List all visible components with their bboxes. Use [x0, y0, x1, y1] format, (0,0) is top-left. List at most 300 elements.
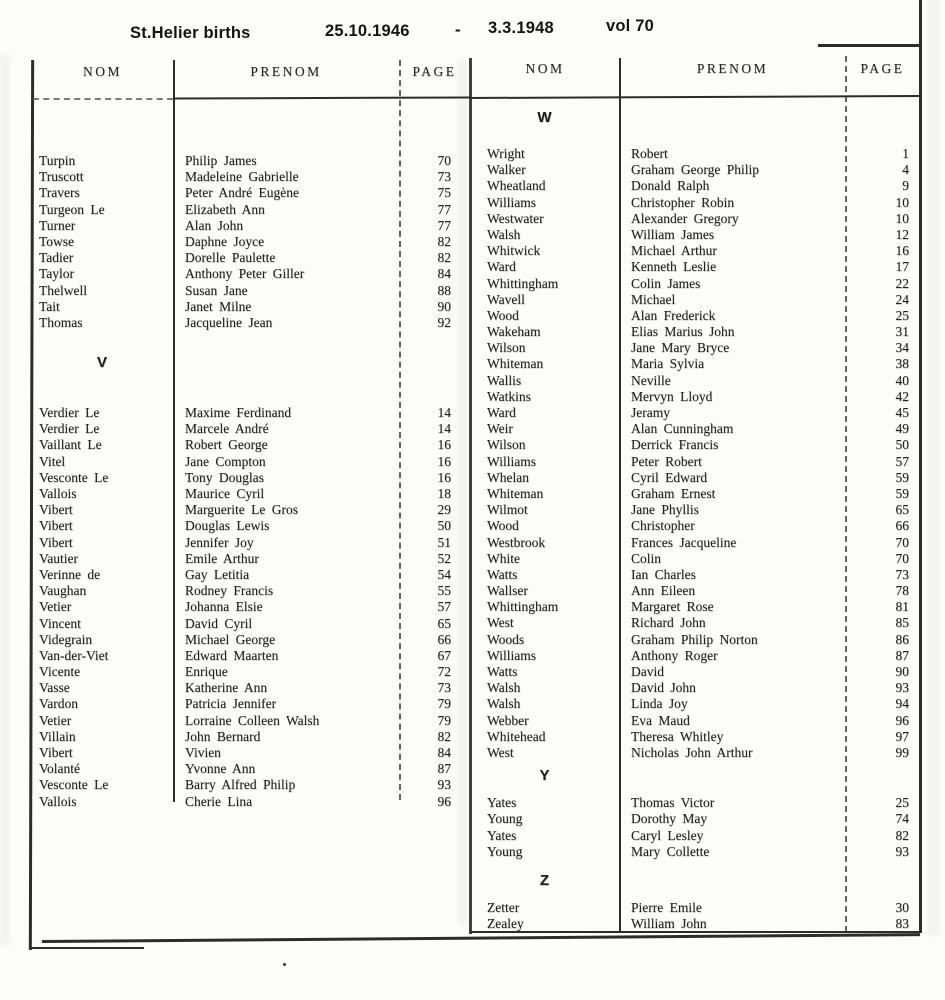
nom-cell: Vaughan	[39, 583, 87, 599]
page-cell: 82	[895, 827, 909, 843]
index-row	[470, 470, 920, 486]
page-cell: 38	[895, 356, 909, 372]
index-row	[470, 551, 920, 567]
prenom-cell: Kenneth Leslie	[631, 259, 717, 275]
index-row	[32, 616, 470, 632]
nom-cell: Van-der-Viet	[39, 647, 109, 663]
nom-cell: Ward	[487, 405, 516, 420]
prenom-cell: Michael	[631, 291, 676, 307]
prenom-cell: Barry Alfred Philip	[185, 777, 296, 793]
page-cell: 70	[895, 550, 909, 566]
page-cell: 78	[895, 583, 909, 599]
page-cell: 14	[437, 405, 451, 421]
nom-cell: Vesconte Le	[39, 777, 109, 793]
index-row	[470, 811, 920, 827]
nom-cell: Vibert	[39, 534, 73, 550]
index-row	[470, 211, 920, 227]
index-row	[470, 713, 920, 729]
index-row	[32, 761, 470, 777]
index-row	[470, 664, 920, 680]
page-cell: 92	[437, 314, 451, 330]
page-cell: 90	[895, 664, 909, 679]
index-row	[32, 218, 470, 234]
index-row	[470, 356, 920, 372]
page-cell: 79	[437, 696, 451, 712]
prenom-cell: Anthony Roger	[631, 647, 718, 663]
page-cell: 74	[895, 811, 909, 827]
nom-cell: Wright	[487, 146, 525, 161]
index-row	[470, 454, 920, 470]
index-row	[32, 567, 470, 583]
page-cell: 18	[437, 486, 451, 501]
nom-cell: Wakeham	[487, 324, 541, 340]
index-row	[32, 421, 470, 437]
prenom-cell: Marcele André	[185, 421, 269, 437]
section-letter: W	[537, 109, 553, 126]
page-cell: 16	[437, 437, 451, 453]
page-cell: 73	[437, 680, 451, 696]
page-cell: 96	[437, 793, 451, 809]
nom-cell: Ward	[487, 259, 516, 275]
nom-cell: Vincent	[39, 615, 81, 631]
nom-cell: West	[487, 744, 514, 760]
index-row	[470, 916, 920, 932]
nom-cell: Videgrain	[39, 631, 93, 647]
page-cell: 83	[895, 916, 909, 932]
index-row	[470, 437, 920, 453]
index-row	[470, 405, 920, 421]
nom-cell: Vallois	[39, 486, 77, 501]
index-row	[470, 615, 920, 631]
prenom-cell: Margaret Rose	[631, 599, 714, 615]
index-row	[32, 745, 470, 761]
index-row	[470, 292, 920, 308]
page-cell: 75	[437, 185, 451, 201]
page-cell: 42	[895, 388, 909, 404]
prenom-cell: John Bernard	[185, 728, 261, 744]
nom-cell: Walker	[487, 162, 526, 178]
top-right-rule	[818, 44, 922, 47]
prenom-cell: Neville	[631, 372, 671, 388]
nom-cell: Watts	[487, 566, 518, 582]
nom-cell: Vibert	[39, 745, 73, 760]
nom-cell: Whelan	[487, 469, 529, 485]
index-row	[32, 794, 470, 810]
volume-label: vol 70	[606, 17, 654, 35]
prenom-cell: Philip James	[185, 153, 257, 168]
prenom-cell: David John	[631, 680, 696, 696]
nom-cell: Whiteman	[487, 485, 544, 501]
prenom-cell: Peter Robert	[631, 453, 702, 469]
prenom-cell: Alan Cunningham	[631, 421, 734, 437]
doc-title: St.Helier births	[130, 24, 251, 42]
page-cell: 9	[902, 178, 909, 194]
index-row	[470, 844, 920, 860]
nom-cell: Turpin	[39, 153, 76, 168]
nom-cell: Whitehead	[487, 728, 546, 744]
nom-column-header: NOM	[82, 64, 122, 79]
page-cell: 87	[437, 761, 451, 777]
prenom-cell: Edward Maarten	[185, 647, 279, 663]
page-cell: 50	[437, 518, 451, 534]
index-section	[470, 766, 920, 860]
page-cell: 97	[895, 728, 909, 744]
index-row	[470, 227, 920, 243]
page-cell: 70	[895, 534, 909, 550]
prenom-cell: Jeramy	[631, 405, 670, 420]
nom-cell: Vallois	[39, 793, 77, 809]
page-cell: 50	[895, 437, 909, 453]
nom-cell: Williams	[487, 194, 536, 210]
index-row	[470, 648, 920, 664]
page-bottom-rule-stub	[29, 947, 144, 949]
index-row	[32, 202, 470, 218]
index-row	[470, 276, 920, 292]
index-row	[470, 162, 920, 178]
index-row	[470, 389, 920, 405]
index-row	[470, 632, 920, 648]
prenom-cell: Alan Frederick	[631, 307, 716, 323]
page-cell: 12	[895, 226, 909, 242]
nom-cell: Whittingham	[487, 275, 559, 291]
scan-smudge-right	[927, 0, 940, 935]
index-row	[470, 745, 920, 761]
nom-cell: Taylor	[39, 266, 75, 282]
index-row	[470, 373, 920, 389]
page-cell: 87	[895, 647, 909, 663]
index-row	[32, 234, 470, 250]
index-row	[470, 146, 920, 162]
page-cell: 94	[895, 696, 909, 712]
page-cell: 40	[895, 372, 909, 388]
prenom-cell: Graham Ernest	[631, 485, 716, 501]
page-cell: 70	[437, 153, 451, 168]
prenom-cell: William James	[631, 226, 715, 242]
prenom-cell: David Cyril	[185, 615, 253, 631]
nom-cell: Yates	[487, 795, 517, 811]
nom-cell: West	[487, 615, 514, 631]
index-row	[470, 486, 920, 502]
index-section	[470, 108, 920, 761]
prenom-cell: Daphne Joyce	[185, 233, 265, 249]
prenom-cell: Emile Arthur	[185, 550, 259, 566]
prenom-cell: Tony Douglas	[185, 469, 264, 485]
index-row	[32, 250, 470, 266]
page-cell: 93	[895, 680, 909, 696]
nom-cell: Wood	[487, 518, 519, 534]
index-row	[32, 169, 470, 185]
index-row	[32, 696, 470, 712]
nom-cell: Wilmot	[487, 502, 528, 518]
prenom-cell: Maxime Ferdinand	[185, 405, 292, 421]
table-body-right	[470, 95, 920, 932]
index-row	[32, 185, 470, 201]
page-cell: 73	[437, 169, 451, 185]
page-cell: 22	[895, 275, 909, 291]
nom-cell: Vaillant Le	[39, 437, 102, 453]
page-cell: 16	[437, 453, 451, 469]
page-bottom-rule	[42, 933, 920, 942]
prenom-cell: Michael Arthur	[631, 243, 717, 259]
prenom-cell: Thomas Victor	[631, 795, 715, 811]
nom-cell: Verinne de	[39, 566, 101, 582]
nom-cell: Yates	[487, 827, 517, 843]
page-cell: 31	[895, 324, 909, 340]
nom-cell: Whitwick	[487, 243, 541, 259]
page-cell: 73	[895, 566, 909, 582]
index-row	[470, 696, 920, 712]
page-cell: 65	[437, 615, 451, 631]
prenom-cell: David	[631, 664, 664, 679]
index-row	[32, 299, 470, 315]
nom-cell: Travers	[39, 185, 80, 201]
index-row	[470, 308, 920, 324]
nom-cell: Turgeon Le	[39, 201, 105, 217]
index-row	[470, 178, 920, 194]
nom-cell: Walsh	[487, 226, 521, 242]
nom-cell: Wallser	[487, 583, 528, 599]
prenom-cell: Mervyn Lloyd	[631, 388, 713, 404]
page-cell: 10	[895, 194, 909, 210]
nom-cell: Villain	[39, 728, 76, 744]
nom-cell: Vibert	[39, 502, 73, 518]
index-row	[32, 664, 470, 680]
index-row	[470, 243, 920, 259]
prenom-cell: Eva Maud	[631, 712, 690, 728]
section-letter: Y	[539, 767, 551, 785]
page-cell: 72	[437, 664, 451, 680]
prenom-cell: Richard John	[631, 615, 706, 631]
prenom-cell: Robert	[631, 146, 668, 161]
page-cell: 90	[437, 298, 451, 314]
index-row	[470, 518, 920, 534]
prenom-cell: Robert George	[185, 437, 268, 453]
page-cell: 66	[895, 518, 909, 534]
page-cell: 17	[895, 259, 909, 275]
prenom-cell: Michael George	[185, 631, 276, 647]
nom-cell: Vetier	[39, 599, 72, 615]
left-table-header	[32, 64, 470, 80]
nom-cell: Wallis	[487, 372, 522, 388]
index-row	[470, 195, 920, 211]
prenom-cell: Cherie Lina	[185, 793, 253, 809]
nom-cell: Weir	[487, 421, 513, 437]
prenom-cell: Katherine Ann	[185, 680, 268, 696]
index-row	[32, 266, 470, 282]
nom-cell: Young	[487, 811, 523, 827]
nom-cell: Vitel	[39, 453, 66, 469]
index-row	[470, 502, 920, 518]
page-cell: 77	[437, 217, 451, 233]
index-row	[32, 486, 470, 502]
index-row	[32, 502, 470, 518]
page-cell: 49	[895, 421, 909, 437]
prenom-cell: Janet Milne	[185, 298, 252, 314]
index-row	[470, 324, 920, 340]
section-letter: Z	[539, 871, 551, 889]
nom-cell: Williams	[487, 647, 536, 663]
prenom-cell: Vivien	[185, 745, 221, 760]
page-cell: 93	[895, 843, 909, 859]
index-row	[32, 599, 470, 615]
index-row	[470, 583, 920, 599]
page-cell: 93	[437, 777, 451, 793]
prenom-cell: Jane Phyllis	[631, 502, 699, 518]
prenom-cell: Linda Joy	[631, 696, 688, 712]
page-cell: 55	[437, 583, 451, 599]
page-cell: 85	[895, 615, 909, 631]
prenom-cell: Maurice Cyril	[185, 486, 265, 501]
nom-cell: Wilson	[487, 340, 526, 356]
prenom-cell: Mary Collette	[631, 843, 710, 859]
nom-cell: Vasse	[39, 680, 70, 696]
prenom-cell: Patricia Jennifer	[185, 696, 277, 712]
prenom-cell: Cyril Edward	[631, 469, 708, 485]
nom-cell: Westwater	[487, 210, 544, 226]
nom-cell: Tadier	[39, 250, 74, 266]
nom-cell: Vicente	[39, 664, 81, 680]
prenom-cell: Christopher Robin	[631, 194, 735, 210]
nom-cell: Whiteman	[487, 356, 544, 372]
index-row	[32, 551, 470, 567]
nom-cell: Truscott	[39, 169, 84, 185]
page-cell: 67	[437, 647, 451, 663]
index-row	[32, 518, 470, 534]
prenom-cell: Lorraine Colleen Walsh	[185, 712, 320, 728]
prenom-cell: Caryl Lesley	[631, 827, 704, 843]
index-row	[32, 405, 470, 421]
page-column-header: PAGE	[860, 61, 905, 76]
nom-cell: Vibert	[39, 518, 73, 534]
index-row	[32, 680, 470, 696]
page-cell: 84	[437, 266, 451, 282]
index-row	[32, 648, 470, 664]
page-cell: 54	[437, 566, 451, 582]
table-body-left	[32, 97, 470, 810]
nom-cell: Tait	[39, 298, 60, 314]
scan-smudge-left	[0, 55, 9, 945]
prenom-cell: Jacqueline Jean	[185, 314, 273, 330]
index-row	[32, 437, 470, 453]
index-row	[470, 900, 920, 916]
date-to: 3.3.1948	[488, 19, 554, 37]
prenom-cell: Colin	[631, 550, 662, 566]
prenom-cell: Elizabeth Ann	[185, 201, 265, 217]
page-cell: 10	[895, 210, 909, 226]
page-cell: 45	[895, 405, 909, 420]
prenom-cell: Douglas Lewis	[185, 518, 270, 534]
page-cell: 82	[437, 728, 451, 744]
prenom-cell: Dorelle Paulette	[185, 250, 276, 266]
prenom-cell: Yvonne Ann	[185, 761, 256, 777]
nom-cell: Whittingham	[487, 599, 559, 615]
index-row	[470, 680, 920, 696]
nom-cell: Wheatland	[487, 178, 546, 194]
index-row	[470, 421, 920, 437]
prenom-cell: Anthony Peter Giller	[185, 266, 305, 282]
nom-cell: Walsh	[487, 696, 521, 712]
date-from: 25.10.1946	[325, 22, 410, 40]
prenom-cell: Jennifer Joy	[185, 534, 254, 550]
nom-cell: Vardon	[39, 696, 78, 712]
prenom-cell: Graham George Philip	[631, 162, 759, 178]
nom-cell: Volanté	[39, 761, 80, 777]
page-cell: 14	[437, 421, 451, 437]
nom-cell: Zealey	[487, 916, 524, 932]
index-section	[32, 153, 470, 331]
page-cell: 51	[437, 534, 451, 550]
prenom-cell: Derrick Francis	[631, 437, 719, 453]
prenom-cell: Peter André Eugène	[185, 185, 299, 201]
prenom-cell: Graham Philip Norton	[631, 631, 758, 647]
nom-cell: Zetter	[487, 899, 520, 915]
index-row	[470, 599, 920, 615]
index-row	[32, 315, 470, 331]
prenom-cell: William John	[631, 916, 707, 932]
index-row	[32, 283, 470, 299]
prenom-cell: Colin James	[631, 275, 701, 291]
page-cell: 24	[895, 291, 909, 307]
nom-column-header: NOM	[525, 61, 565, 76]
prenom-cell: Alan John	[185, 217, 244, 233]
page-cell: 25	[895, 795, 909, 811]
index-row	[32, 632, 470, 648]
page-cell: 77	[437, 201, 451, 217]
prenom-cell: Marguerite Le Gros	[185, 502, 298, 518]
nom-cell: Thelwell	[39, 282, 87, 298]
nom-cell: White	[487, 550, 520, 566]
page-cell: 16	[895, 243, 909, 259]
page-cell: 1	[902, 146, 909, 161]
prenom-cell: Ian Charles	[631, 566, 696, 582]
page-cell: 25	[895, 307, 909, 323]
nom-cell: Turner	[39, 217, 76, 233]
page-cell: 84	[437, 745, 451, 760]
prenom-cell: Nicholas John Arthur	[631, 744, 753, 760]
page-cell: 88	[437, 282, 451, 298]
index-section	[32, 353, 470, 810]
page-cell: 34	[895, 340, 909, 356]
prenom-cell: Susan Jane	[185, 282, 248, 298]
page-cell: 29	[437, 502, 451, 518]
nom-cell: Webber	[487, 712, 529, 728]
prenom-cell: Madeleine Gabrielle	[185, 169, 299, 185]
page-cell: 59	[895, 485, 909, 501]
prenom-cell: Theresa Whitley	[631, 728, 724, 744]
page-cell: 82	[437, 250, 451, 266]
nom-cell: Verdier Le	[39, 405, 100, 421]
index-row	[32, 713, 470, 729]
nom-cell: Vautier	[39, 550, 78, 566]
index-row	[32, 777, 470, 793]
nom-cell: Vetier	[39, 712, 72, 728]
page-cell: 96	[895, 712, 909, 728]
prenom-column-header: PRENOM	[250, 64, 322, 79]
prenom-cell: Frances Jacqueline	[631, 534, 737, 550]
prenom-cell: Gay Letitia	[185, 566, 250, 582]
index-row	[470, 340, 920, 356]
page-column-header: PAGE	[412, 64, 457, 79]
page-cell: 65	[895, 502, 909, 518]
page-cell: 86	[895, 631, 909, 647]
page-cell: 57	[895, 453, 909, 469]
date-separator: -	[455, 21, 461, 39]
index-row	[32, 729, 470, 745]
prenom-cell: Christopher	[631, 518, 695, 534]
nom-cell: Vesconte Le	[39, 469, 109, 485]
page-cell: 4	[902, 162, 909, 178]
page-cell: 99	[895, 744, 909, 760]
